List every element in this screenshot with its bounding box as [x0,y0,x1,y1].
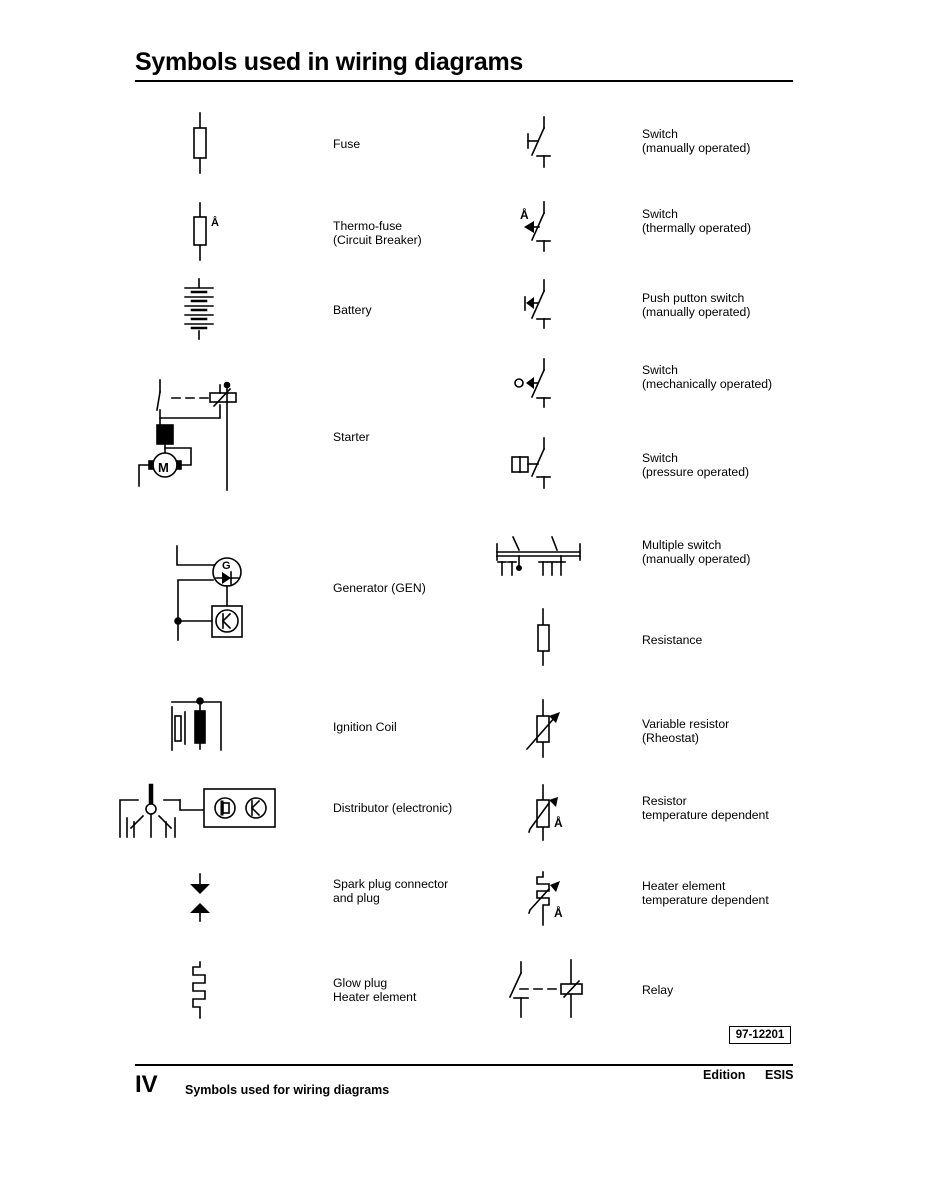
label-switch-pressure: Switch (pressure operated) [642,451,750,479]
label-variable-resistor: Variable resistor (Rheostat) [642,717,730,745]
label-distributor: Distributor (electronic) [333,801,453,815]
generator-icon [175,546,242,640]
footer-rule [135,1064,793,1066]
footer-edition: Edition [703,1068,746,1082]
multiple-switch-icon [497,537,580,575]
switch-mechanical-icon [515,359,550,407]
footer-esis: ESIS [765,1068,794,1082]
svg-text:Å: Å [554,816,563,830]
svg-text:Å: Å [520,208,529,222]
label-starter: Starter [333,430,370,444]
svg-text:Å: Å [211,217,219,229]
label-resistor-temp: Resistor temperature dependent [642,794,769,822]
svg-text:Å: Å [554,906,563,920]
label-battery: Battery [333,303,372,317]
label-thermo-fuse: Thermo-fuse (Circuit Breaker) [333,219,422,247]
svg-text:M: M [158,460,169,475]
heater-element-icon [529,872,563,925]
figure-code: 97-12201 [729,1026,791,1044]
label-relay: Relay [642,983,674,997]
resistance-icon [538,609,549,665]
distributor-icon [120,786,275,837]
switch-thermal-icon [520,202,550,251]
label-glow-plug: Glow plug Heater element [333,976,417,1004]
footer-title: Symbols used for wiring diagrams [185,1083,390,1097]
battery-icon [185,279,213,339]
label-fuse: Fuse [333,137,361,151]
label-multiple-switch: Multiple switch (manually operated) [642,538,751,566]
label-switch-thermal: Switch (thermally operated) [642,207,752,235]
variable-resistor-icon [527,700,560,757]
label-switch-manual: Switch (manually operated) [642,127,751,155]
section-number: IV [135,1071,158,1098]
label-push-button-switch: Push putton switch (manually operated) [642,291,751,319]
thermo-fuse-icon [194,203,219,260]
label-heater-element: Heater element temperature dependent [642,879,769,907]
ignition-coil-icon [172,698,221,750]
label-switch-mechanical: Switch (mechanically operated) [642,363,773,391]
label-spark-plug: Spark plug connector and plug [333,877,449,905]
starter-icon [139,380,236,490]
fuse-icon [194,113,206,173]
switch-manual-icon [528,117,550,167]
relay-icon [510,960,582,1017]
push-button-switch-icon [525,280,550,328]
switch-pressure-icon [512,438,550,488]
resistor-temp-icon [529,785,563,840]
glow-plug-icon [193,962,205,1018]
spark-plug-icon [190,874,210,921]
page-title: Symbols used in wiring diagrams [135,48,524,76]
label-generator: Generator (GEN) [333,581,426,595]
svg-text:G: G [222,560,231,572]
label-ignition-coil: Ignition Coil [333,720,397,734]
label-resistance: Resistance [642,633,703,647]
